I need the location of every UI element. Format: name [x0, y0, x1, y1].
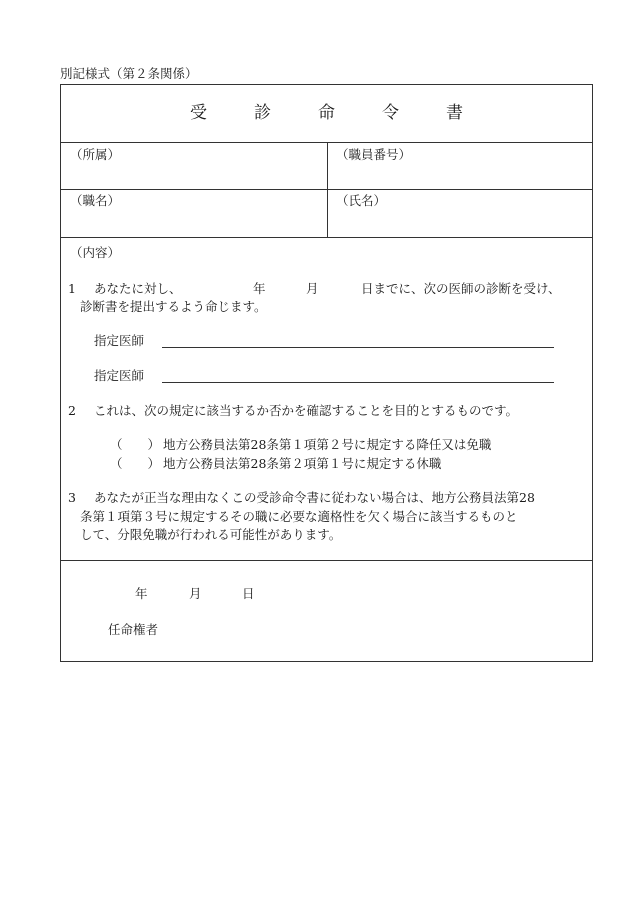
check-text-1: 地方公務員法第28条第１項第２号に規定する降任又は免職	[163, 437, 492, 452]
item3-line1: あなたが正当な理由なくこの受診命令書に従わない場合は、地方公務員法第28	[94, 490, 535, 505]
field-column-divider	[327, 142, 328, 237]
item1-line2: 診断書を提出するよう命じます。	[80, 299, 267, 314]
position-label: （職名）	[70, 193, 121, 208]
designated-doctor-line-1	[162, 347, 554, 348]
designated-doctor-label-1: 指定医師	[94, 333, 145, 348]
date-month: 月	[189, 586, 202, 601]
item1-text-b: 日までに、次の医師の診断を受け、	[361, 281, 561, 296]
name-label: （氏名）	[336, 193, 387, 208]
appointer-label: 任命権者	[108, 622, 159, 637]
document-title: 受 診 命 令 書	[190, 103, 478, 123]
date-year: 年	[135, 586, 148, 601]
item1-text-a: あなたに対し、	[94, 281, 182, 296]
item1-number: 1	[68, 281, 76, 296]
item3-number: 3	[68, 490, 76, 505]
check-text-2: 地方公務員法第28条第２項第１号に規定する休職	[163, 456, 442, 471]
item2-text: これは、次の規定に該当するか否かを確認することを目的とするものです。	[94, 403, 519, 418]
designated-doctor-line-2	[162, 382, 554, 383]
check-bracket-1: （ ）	[110, 437, 161, 452]
date-day: 日	[242, 586, 255, 601]
item3-line3: して、分限免職が行われる可能性があります。	[80, 527, 342, 542]
content-label: （内容）	[70, 245, 121, 260]
affiliation-label: （所属）	[70, 147, 121, 162]
item2-number: 2	[68, 403, 76, 418]
item1-month: 月	[306, 281, 319, 296]
designated-doctor-label-2: 指定医師	[94, 368, 145, 383]
form-style-label: 別記様式（第２条関係）	[60, 66, 198, 81]
employee-number-label: （職員番号）	[336, 147, 412, 162]
content-bottom-divider	[60, 560, 593, 561]
item1-year: 年	[253, 281, 266, 296]
fields-bottom-divider	[60, 237, 593, 238]
check-bracket-2: （ ）	[110, 456, 161, 471]
item3-line2: 条第１項第３号に規定するその職に必要な適格性を欠く場合に該当するものと	[80, 509, 518, 524]
